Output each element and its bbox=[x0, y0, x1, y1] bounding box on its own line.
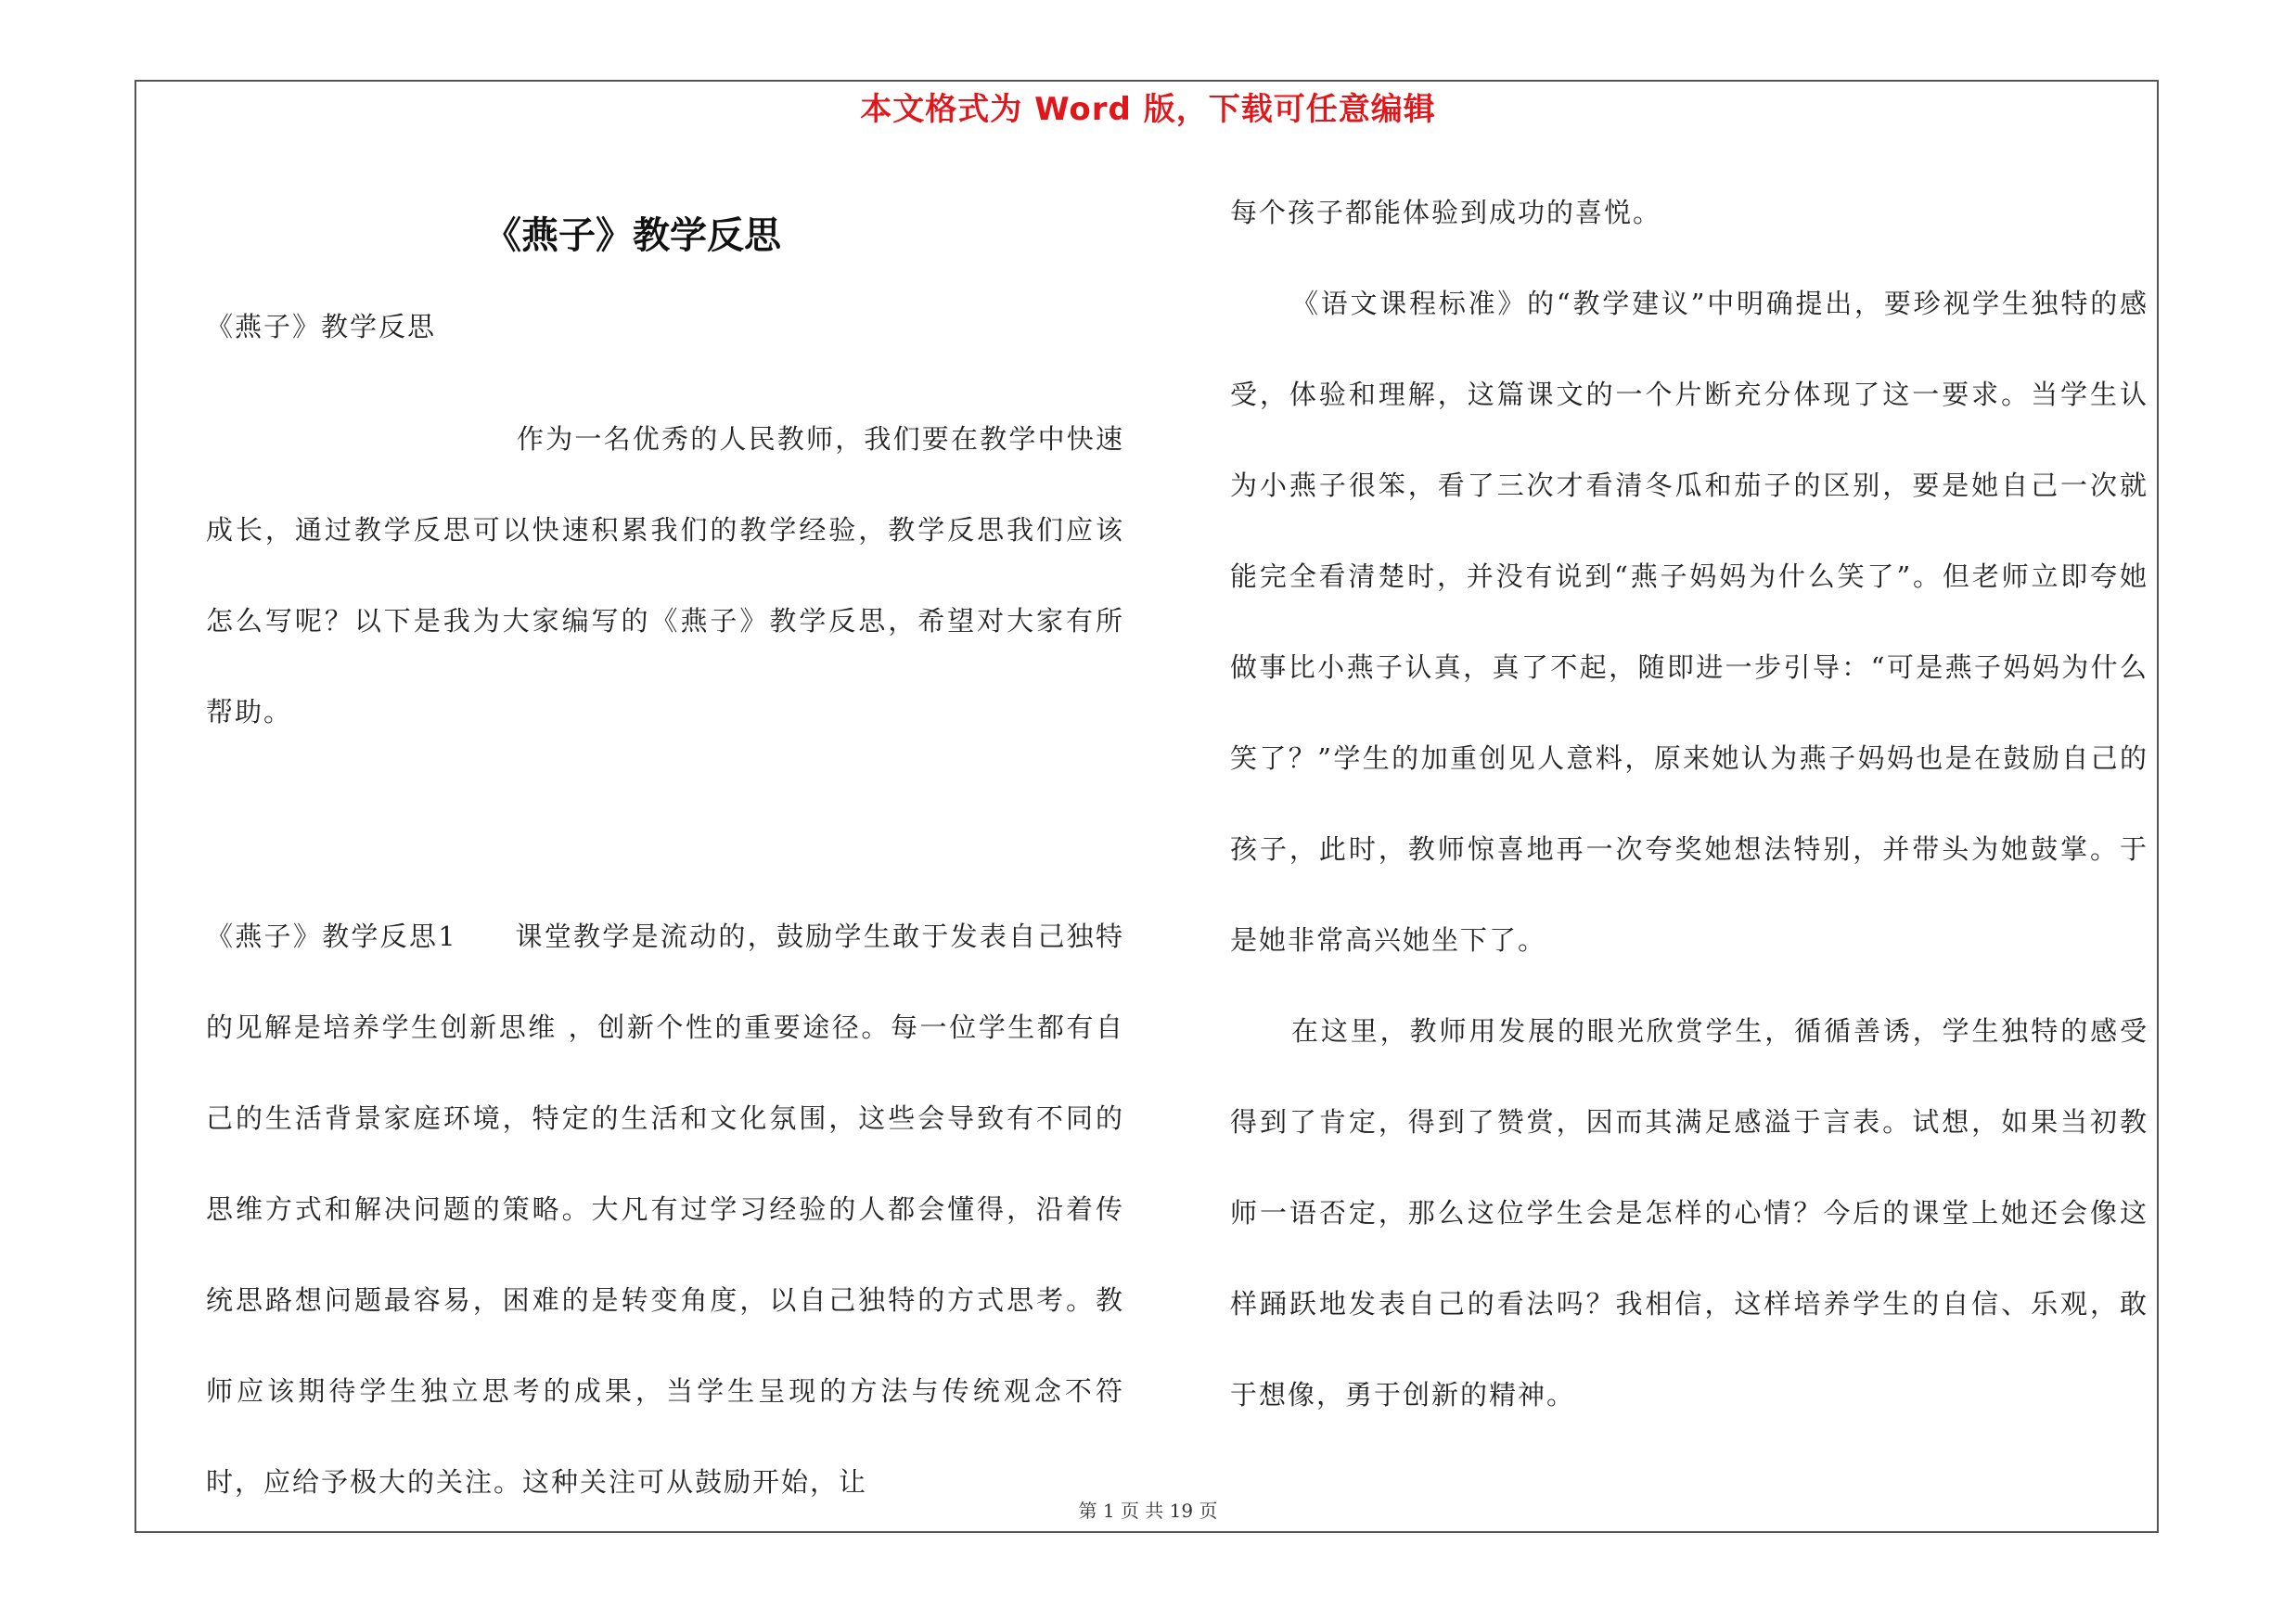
document-subtitle: 《燕子》教学反思 bbox=[206, 311, 437, 342]
right-paragraph-2: 《语文课程标准》的“教学建议”中明确提出，要珍视学生独特的感受，体验和理解，这篇课文的一个片断充分体现了这一要求。当学生认为小燕子很笨，看了三次才看清冬瓜和茄子的区别，要是她自己一次就能完全看清楚时，并没有说到“燕子妈妈为什么笑了”。但老师立即夸她做事比小燕子认真，真了不起，随即进一步引导：“可是燕子妈妈为什么笑了？”学生的加重创见人意料，原来她认为燕子妈妈也是在鼓励自己的孩子，此时，教师惊喜地再一次夸奖她想法特别，并带头为她鼓掌。于是她非常高兴她坐下了。 bbox=[1230, 288, 2148, 956]
right-paragraph-1: 每个孩子都能体验到成功的喜悦。 bbox=[1230, 197, 1662, 228]
page-number: 第 1 页 共 19 页 bbox=[1078, 1500, 1218, 1522]
section-1-paragraph: 《燕子》教学反思1 课堂教学是流动的，鼓励学生敢于发表自己独特的见解是培养学生创新思维 ，创新个性的重要途径。每一位学生都有自己的生活背景家庭环境，特定的生活和文化氛围，这些会导致有不同的思维方式和解决问题的策略。大凡有过学习经验的人都会懂得，沿着传统思路想问题最容易，困难的是转变角度，以自己独特的方式思考。教师应该期待学生独立思考的成果，当学生呈现的方法与传统观念不符时，应给予极大的关注。这种关注可从鼓励开始，让 bbox=[206, 921, 1124, 1498]
intro-paragraph: 作为一名优秀的人民教师，我们要在教学中快速成长，通过教学反思可以快速积累我们的教学经验，教学反思我们应该怎么写呢？以下是我为大家编写的《燕子》教学反思，希望对大家有所帮助。 bbox=[206, 423, 1124, 728]
format-banner: 本文格式为 Word 版，下载可任意编辑 bbox=[860, 91, 1436, 128]
right-column bbox=[1230, 176, 2148, 1440]
intro-block bbox=[206, 393, 1124, 757]
section-block bbox=[206, 891, 1124, 1527]
right-paragraph-3: 在这里，教师用发展的眼光欣赏学生，循循善诱，学生独特的感受得到了肯定，得到了赞赏，因而其满足感溢于言表。试想，如果当初教师一语否定，那么这位学生会是怎样的心情？今后的课堂上她还会像这样踊跃地发表自己的看法吗？我相信，这样培养学生的自信、乐观，敢于想像，勇于创新的精神。 bbox=[1230, 1015, 2148, 1410]
document-title: 《燕子》教学反思 bbox=[484, 213, 781, 257]
